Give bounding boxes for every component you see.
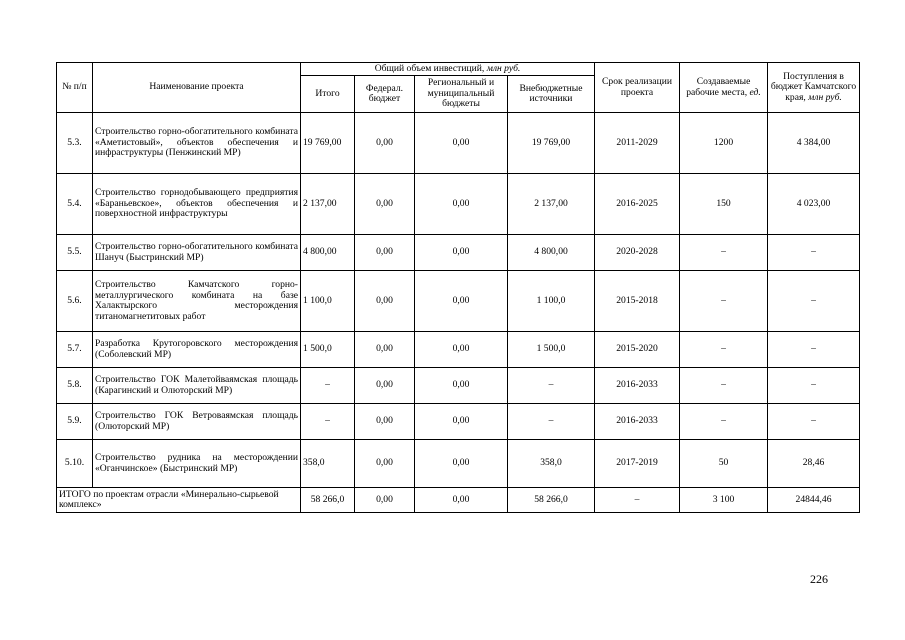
- row-period: 2016-2033: [595, 404, 680, 440]
- total-row: [57, 488, 860, 513]
- row-regional: 0,00: [415, 332, 508, 368]
- header-invest-main: Общий объем инвестиций,: [374, 62, 487, 74]
- row-regional: 0,00: [415, 235, 508, 271]
- header-revenue: [768, 63, 860, 113]
- row-regional: 0,00: [415, 174, 508, 235]
- table-row: [57, 440, 860, 488]
- header-name: Наименование проекта: [93, 63, 301, 113]
- row-federal: 0,00: [355, 235, 415, 271]
- table-row: [57, 332, 860, 368]
- row-total: 1 100,0: [301, 271, 355, 332]
- total-row-period: –: [595, 488, 680, 513]
- total-row-regional: 0,00: [415, 488, 508, 513]
- row-period: 2015-2018: [595, 271, 680, 332]
- row-total: 1 500,0: [301, 332, 355, 368]
- header-federal: Федерал. бюджет: [355, 76, 415, 113]
- header-regional: Региональный и муниципальный бюджеты: [415, 76, 508, 113]
- row-num: 5.5.: [57, 235, 93, 271]
- row-revenue: –: [768, 271, 860, 332]
- row-regional: 0,00: [415, 404, 508, 440]
- row-period: 2016-2025: [595, 174, 680, 235]
- row-name: Строительство горнодобывающего предприятия «Бараньевское», объектов обеспечения и поверхностной инфраструктуры: [93, 174, 301, 235]
- header-period: Срок реализации проекта: [595, 63, 680, 113]
- row-jobs: 1200: [680, 113, 768, 174]
- row-revenue: 4 384,00: [768, 113, 860, 174]
- table-row: [57, 271, 860, 332]
- row-jobs: 150: [680, 174, 768, 235]
- row-regional: 0,00: [415, 113, 508, 174]
- row-total: 2 137,00: [301, 174, 355, 235]
- row-num: 5.7.: [57, 332, 93, 368]
- row-extrabudget: –: [508, 368, 595, 404]
- row-jobs: –: [680, 271, 768, 332]
- table-row: [57, 404, 860, 440]
- row-revenue: –: [768, 235, 860, 271]
- row-total: 4 800,00: [301, 235, 355, 271]
- header-jobs-unit: ед.: [749, 86, 761, 98]
- total-row-jobs: 3 100: [680, 488, 768, 513]
- total-row-extrabudget: 58 266,0: [508, 488, 595, 513]
- row-jobs: –: [680, 404, 768, 440]
- row-name: Строительство ГОК Малетойваямская площадь (Карагинский и Олюторский МР): [93, 368, 301, 404]
- row-extrabudget: 2 137,00: [508, 174, 595, 235]
- row-period: 2011-2029: [595, 113, 680, 174]
- row-extrabudget: 4 800,00: [508, 235, 595, 271]
- row-federal: 0,00: [355, 404, 415, 440]
- row-period: 2020-2028: [595, 235, 680, 271]
- header-invest-unit: млн руб.: [486, 62, 521, 74]
- table-row: [57, 174, 860, 235]
- row-extrabudget: 19 769,00: [508, 113, 595, 174]
- row-num: 5.10.: [57, 440, 93, 488]
- row-extrabudget: 1 100,0: [508, 271, 595, 332]
- page-number: 226: [810, 572, 828, 586]
- row-period: 2017-2019: [595, 440, 680, 488]
- header-extrabudget: Внебюджетные источники: [508, 76, 595, 113]
- header-revenue-main: Поступления в бюджет Камчатского края,: [770, 70, 857, 103]
- row-jobs: –: [680, 332, 768, 368]
- row-jobs: –: [680, 235, 768, 271]
- row-name: Строительство горно-обогатительного комбината Шануч (Быстринский МР): [93, 235, 301, 271]
- header-num: № п/п: [57, 63, 93, 113]
- row-revenue: 28,46: [768, 440, 860, 488]
- row-jobs: –: [680, 368, 768, 404]
- header-revenue-unit: млн руб.: [808, 91, 842, 103]
- row-name: Строительство горно-обогатительного комбината «Аметистовый», объектов обеспечения и инфраструктуры (Пенжинский МР): [93, 113, 301, 174]
- row-revenue: –: [768, 368, 860, 404]
- row-jobs: 50: [680, 440, 768, 488]
- row-federal: 0,00: [355, 440, 415, 488]
- row-regional: 0,00: [415, 440, 508, 488]
- row-federal: 0,00: [355, 368, 415, 404]
- row-regional: 0,00: [415, 368, 508, 404]
- investment-table: [56, 62, 860, 513]
- total-row-revenue: 24844,46: [768, 488, 860, 513]
- row-total: –: [301, 368, 355, 404]
- row-federal: 0,00: [355, 113, 415, 174]
- table-row: [57, 368, 860, 404]
- row-total: 19 769,00: [301, 113, 355, 174]
- header-jobs: [680, 63, 768, 113]
- row-extrabudget: 1 500,0: [508, 332, 595, 368]
- row-num: 5.6.: [57, 271, 93, 332]
- table-row: [57, 235, 860, 271]
- row-federal: 0,00: [355, 332, 415, 368]
- row-extrabudget: –: [508, 404, 595, 440]
- row-revenue: –: [768, 404, 860, 440]
- row-total: 358,0: [301, 440, 355, 488]
- header-invest-group: [301, 63, 595, 76]
- total-row-total: 58 266,0: [301, 488, 355, 513]
- total-row-label: ИТОГО по проектам отрасли «Минерально-сырьевой комплекс»: [57, 488, 301, 513]
- row-name: Строительство ГОК Ветроваямская площадь (Олюторский МР): [93, 404, 301, 440]
- row-extrabudget: 358,0: [508, 440, 595, 488]
- row-period: 2016-2033: [595, 368, 680, 404]
- row-period: 2015-2020: [595, 332, 680, 368]
- header-total: Итого: [301, 76, 355, 113]
- row-revenue: 4 023,00: [768, 174, 860, 235]
- header-jobs-main: Создаваемые рабочие места,: [686, 76, 751, 98]
- row-num: 5.8.: [57, 368, 93, 404]
- row-num: 5.3.: [57, 113, 93, 174]
- row-federal: 0,00: [355, 174, 415, 235]
- row-name: Строительство рудника на месторождении «Оганчинское» (Быстринский МР): [93, 440, 301, 488]
- total-row-federal: 0,00: [355, 488, 415, 513]
- row-name: Строительство Камчатского горно-металлургического комбината на базе Халактырского месторождения титаномагнетитовых работ: [93, 271, 301, 332]
- row-federal: 0,00: [355, 271, 415, 332]
- row-revenue: –: [768, 332, 860, 368]
- row-total: –: [301, 404, 355, 440]
- row-num: 5.4.: [57, 174, 93, 235]
- row-num: 5.9.: [57, 404, 93, 440]
- row-name: Разработка Крутогоровского месторождения (Соболевский МР): [93, 332, 301, 368]
- row-regional: 0,00: [415, 271, 508, 332]
- table-row: [57, 113, 860, 174]
